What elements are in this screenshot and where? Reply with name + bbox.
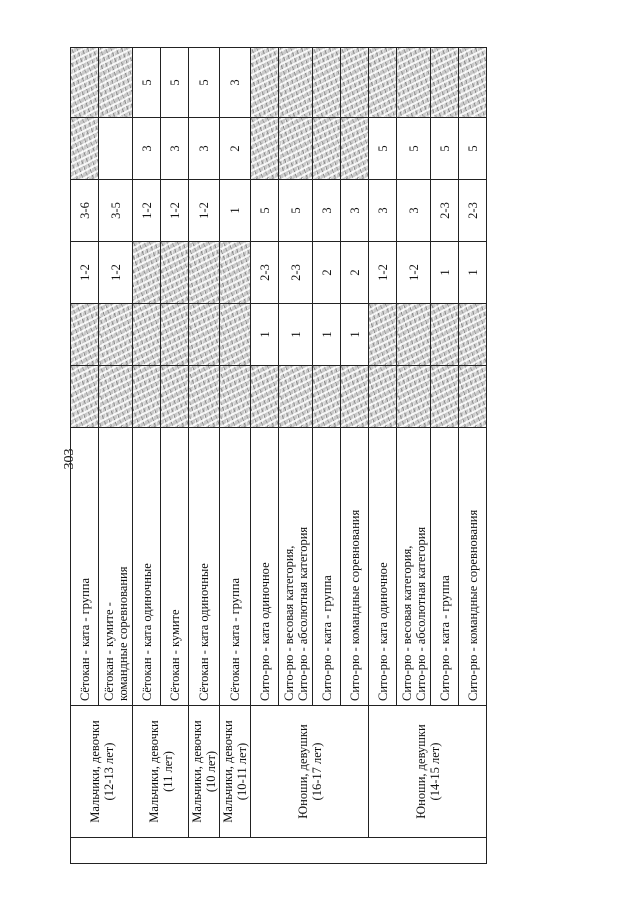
- place-cell: 2: [341, 242, 369, 304]
- place-cell: 1: [431, 242, 459, 304]
- shaded-cell: [99, 304, 133, 366]
- place-cell: 1: [279, 304, 313, 366]
- discipline-cell: Сётокан - кумите - командные соревнования: [99, 428, 133, 706]
- discipline-cell: Сётокан - ката одиночные: [133, 428, 161, 706]
- place-cell: 1: [220, 180, 251, 242]
- shaded-cell: [189, 242, 220, 304]
- discipline-cell: Сито-рю - командные соревнования: [459, 428, 487, 706]
- place-cell: 2-3: [251, 242, 279, 304]
- shaded-cell: [313, 118, 341, 180]
- place-cell: 2-3: [431, 180, 459, 242]
- discipline-cell: Сито-рю - командные соревнования: [341, 428, 369, 706]
- shaded-cell: [341, 48, 369, 118]
- shaded-cell: [220, 304, 251, 366]
- shaded-cell: [189, 304, 220, 366]
- place-cell: 5: [397, 118, 431, 180]
- place-cell: [99, 118, 133, 180]
- place-cell: 5: [189, 48, 220, 118]
- place-cell: 1: [341, 304, 369, 366]
- place-cell: 1-2: [161, 180, 189, 242]
- place-cell: 3: [341, 180, 369, 242]
- place-cell: 3: [313, 180, 341, 242]
- shaded-cell: [99, 48, 133, 118]
- place-cell: 3: [133, 118, 161, 180]
- shaded-cell: [431, 304, 459, 366]
- shaded-cell: [161, 366, 189, 428]
- place-cell: 3: [397, 180, 431, 242]
- discipline-cell: Сётокан - ката - группа: [220, 428, 251, 706]
- place-cell: 1-2: [133, 180, 161, 242]
- place-cell: 1: [459, 242, 487, 304]
- shaded-cell: [459, 48, 487, 118]
- shaded-cell: [220, 366, 251, 428]
- discipline-cell: Сётокан - кумите: [161, 428, 189, 706]
- discipline-cell: Сито-рю - ката - группа: [313, 428, 341, 706]
- shaded-cell: [99, 366, 133, 428]
- shaded-cell: [369, 366, 397, 428]
- shaded-cell: [161, 242, 189, 304]
- age-group-cell: Мальчики, девочки (11 лет): [133, 706, 189, 838]
- age-group-cell: Мальчики, девочки (12-13 лет): [71, 706, 133, 838]
- shaded-cell: [341, 118, 369, 180]
- place-cell: 5: [161, 48, 189, 118]
- age-group-cell: Мальчики, девочки (10-11 лет): [220, 706, 251, 838]
- place-cell: 2: [313, 242, 341, 304]
- shaded-cell: [431, 48, 459, 118]
- shaded-cell: [71, 48, 99, 118]
- place-cell: 1-2: [71, 242, 99, 304]
- place-cell: 5: [431, 118, 459, 180]
- shaded-cell: [133, 242, 161, 304]
- place-cell: 3: [189, 118, 220, 180]
- shaded-cell: [71, 366, 99, 428]
- table-row: [71, 48, 99, 864]
- shaded-cell: [279, 366, 313, 428]
- rotated-table-area: [70, 48, 480, 864]
- shaded-cell: [71, 304, 99, 366]
- place-cell: 1-2: [369, 242, 397, 304]
- shaded-cell: [71, 118, 99, 180]
- shaded-cell: [313, 366, 341, 428]
- table-row: [220, 48, 251, 864]
- shaded-cell: [189, 366, 220, 428]
- shaded-cell: [220, 242, 251, 304]
- age-group-cell: Юноши, девушки (16-17 лет): [251, 706, 369, 838]
- place-cell: 2: [220, 118, 251, 180]
- shaded-cell: [133, 366, 161, 428]
- shaded-cell: [459, 304, 487, 366]
- table-row: [251, 48, 279, 864]
- shaded-cell: [279, 118, 313, 180]
- shaded-cell: [341, 366, 369, 428]
- age-group-cell: Мальчики, девочки (10 лет): [189, 706, 220, 838]
- table-row: [189, 48, 220, 864]
- place-cell: 3-5: [99, 180, 133, 242]
- shaded-cell: [459, 366, 487, 428]
- table-row: [133, 48, 161, 864]
- place-cell: 2-3: [279, 242, 313, 304]
- shaded-cell: [397, 304, 431, 366]
- competition-table: [70, 47, 487, 864]
- shaded-cell: [251, 48, 279, 118]
- place-cell: 3: [220, 48, 251, 118]
- place-cell: 3: [369, 180, 397, 242]
- discipline-cell: Сётокан - ката одиночные: [189, 428, 220, 706]
- shaded-cell: [133, 304, 161, 366]
- table-rotator: [70, 48, 480, 864]
- place-cell: 5: [251, 180, 279, 242]
- discipline-cell: Сито-рю - ката одиночное: [251, 428, 279, 706]
- place-cell: 3: [161, 118, 189, 180]
- shaded-cell: [397, 366, 431, 428]
- place-cell: 1-2: [189, 180, 220, 242]
- empty-leading-column: [71, 838, 487, 864]
- discipline-cell: Сито-рю - весовая категория, Сито-рю - абсолютная категория: [397, 428, 431, 706]
- age-group-cell: Юноши, девушки (14-15 лет): [369, 706, 487, 838]
- discipline-cell: Сётокан - ката - группа: [71, 428, 99, 706]
- place-cell: 1: [313, 304, 341, 366]
- place-cell: 5: [369, 118, 397, 180]
- table-row: [369, 48, 397, 864]
- place-cell: 5: [459, 118, 487, 180]
- place-cell: 2-3: [459, 180, 487, 242]
- discipline-cell: Сито-рю - ката одиночное: [369, 428, 397, 706]
- place-cell: 3-6: [71, 180, 99, 242]
- discipline-cell: Сито-рю - весовая категория, Сито-рю - абсолютная категория: [279, 428, 313, 706]
- shaded-cell: [431, 366, 459, 428]
- place-cell: 1-2: [397, 242, 431, 304]
- place-cell: 1: [251, 304, 279, 366]
- shaded-cell: [313, 48, 341, 118]
- place-cell: 5: [279, 180, 313, 242]
- table-body: [71, 48, 487, 864]
- shaded-cell: [251, 366, 279, 428]
- discipline-cell: Сито-рю - ката - группа: [431, 428, 459, 706]
- shaded-cell: [397, 48, 431, 118]
- shaded-cell: [161, 304, 189, 366]
- shaded-cell: [279, 48, 313, 118]
- page-number: 303: [62, 448, 77, 470]
- place-cell: 5: [133, 48, 161, 118]
- shaded-cell: [369, 304, 397, 366]
- shaded-cell: [251, 118, 279, 180]
- place-cell: 1-2: [99, 242, 133, 304]
- shaded-cell: [369, 48, 397, 118]
